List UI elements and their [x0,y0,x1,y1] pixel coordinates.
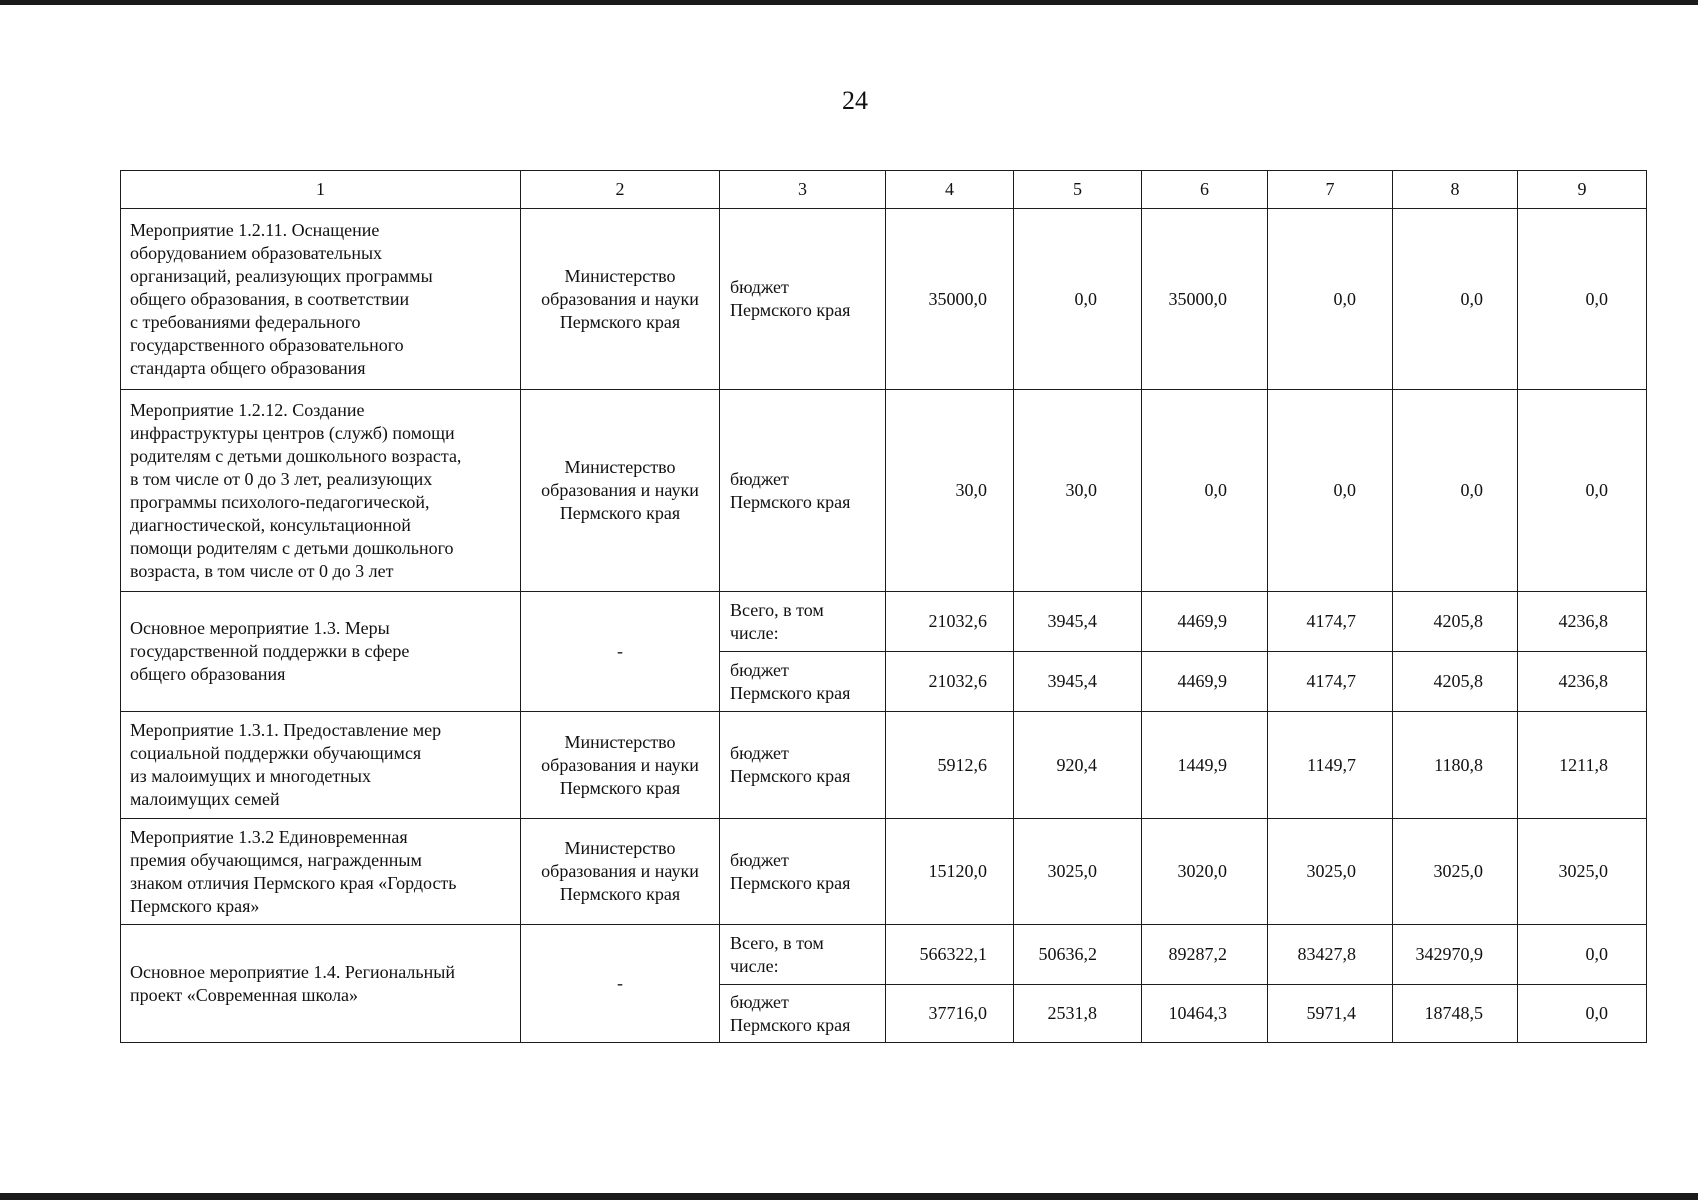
value-cell-col9: 0,0 [1518,925,1647,985]
activity-name-cell [121,209,521,390]
executor-line: Пермского края [559,311,681,332]
activity-name-line: Мероприятие 1.3.2 Единовременная [130,826,408,847]
activity-name-cell [121,592,521,712]
value-cell-col9: 0,0 [1518,390,1647,592]
value-cell-col9: 0,0 [1518,209,1647,390]
table-row [121,592,1647,652]
value-cell-col6: 4469,9 [1142,592,1268,652]
activity-name-line: стандарта общего образования [130,357,366,378]
executor-line: Пермского края [559,777,681,798]
executor-line: образования и науки [541,754,699,775]
value-cell-col5: 30,0 [1014,390,1142,592]
funding-source-cell [720,390,886,592]
activity-name-line: Пермского края» [130,895,260,916]
value-cell-col6: 89287,2 [1142,925,1268,985]
activity-name-line: общего образования, в соответствии [130,288,410,309]
budget-table [120,170,1647,1043]
funding-source-line: Пермского края [730,766,851,786]
executor-line: образования и науки [541,288,699,309]
activity-name-line: государственного образовательного [130,334,404,355]
activity-name-line: из малоимущих и многодетных [130,766,371,786]
activity-name-line: социальной поддержки обучающимся [130,743,422,763]
activity-name-line: с требованиями федерального [130,311,361,332]
scan-edge-top [0,0,1698,5]
table-row [121,209,1647,390]
funding-source-line: Пермского края [730,300,851,320]
executor-cell [521,209,720,390]
funding-source-cell [720,985,886,1043]
value-cell-col6: 0,0 [1142,390,1268,592]
value-cell-col8: 4205,8 [1393,652,1518,712]
activity-name-line: оборудованием образовательных [130,242,383,263]
value-cell-col4: 37716,0 [886,985,1014,1043]
table-row [121,819,1647,925]
value-cell-col4: 21032,6 [886,592,1014,652]
activity-name-line: организаций, реализующих программы [130,265,433,286]
value-cell-col4: 15120,0 [886,819,1014,925]
value-cell-col9: 4236,8 [1518,652,1647,712]
value-cell-col5: 0,0 [1014,209,1142,390]
value-cell-col9: 1211,8 [1518,712,1647,819]
activity-name-cell [121,925,521,1043]
value-cell-col4: 21032,6 [886,652,1014,712]
funding-source-line: Пермского края [730,491,851,512]
activity-name-line: знаком отличия Пермского края «Гордость [130,872,457,893]
value-cell-col5: 3945,4 [1014,592,1142,652]
funding-source-line: бюджет [730,991,789,1012]
column-header-3: 3 [720,171,886,209]
header-row [121,171,1647,209]
activity-name-line: общего образования [130,664,286,684]
column-header-4: 4 [886,171,1014,209]
value-cell-col6: 35000,0 [1142,209,1268,390]
scan-edge-bottom [0,1193,1698,1200]
value-cell-col7: 4174,7 [1268,592,1393,652]
value-cell-col5: 3025,0 [1014,819,1142,925]
executor-line: Пермского края [559,884,681,904]
value-cell-col7: 5971,4 [1268,985,1393,1043]
funding-source-line: числе: [730,622,779,643]
value-cell-col7: 1149,7 [1268,712,1393,819]
activity-name-line: возраста, в том числе от 0 до 3 лет [130,560,394,581]
value-cell-col9: 4236,8 [1518,592,1647,652]
value-cell-col5: 920,4 [1014,712,1142,819]
value-cell-col6: 3020,0 [1142,819,1268,925]
activity-name-line: Мероприятие 1.2.12. Создание [130,399,365,420]
executor-line: образования и науки [541,861,699,881]
activity-name-line: инфраструктуры центров (служб) помощи [130,422,455,443]
funding-source-line: Всего, в том [730,932,824,953]
value-cell-col7: 0,0 [1268,209,1393,390]
funding-source-cell [720,209,886,390]
value-cell-col8: 1180,8 [1393,712,1518,819]
funding-source-cell [720,819,886,925]
funding-source-cell [720,925,886,985]
executor-line: образования и науки [541,480,699,500]
value-cell-col8: 4205,8 [1393,592,1518,652]
funding-source-line: бюджет [730,849,789,870]
column-header-6: 6 [1142,171,1268,209]
value-cell-col4: 5912,6 [886,712,1014,819]
executor-cell [521,712,720,819]
activity-name-line: Мероприятие 1.3.1. Предоставление мер [130,720,442,740]
value-cell-col9: 0,0 [1518,985,1647,1043]
value-cell-col5: 2531,8 [1014,985,1142,1043]
activity-name-cell [121,390,521,592]
column-header-5: 5 [1014,171,1142,209]
value-cell-col8: 342970,9 [1393,925,1518,985]
funding-source-line: бюджет [730,659,789,680]
activity-name-cell [121,712,521,819]
funding-source-line: Пермского края [730,682,851,703]
value-cell-col5: 50636,2 [1014,925,1142,985]
page-number: 24 [842,86,868,115]
funding-source-line: Пермского края [730,872,851,893]
executor-line: Пермского края [559,503,681,523]
funding-source-cell [720,592,886,652]
activity-name-line: Мероприятие 1.2.11. Оснащение [130,219,380,240]
executor-cell [521,390,720,592]
activity-name-line: государственной поддержки в сфере [130,641,410,661]
activity-name-line: Основное мероприятие 1.3. Меры [130,618,390,638]
column-header-8: 8 [1393,171,1518,209]
value-cell-col8: 18748,5 [1393,985,1518,1043]
funding-source-cell [720,652,886,712]
executor-cell: - [521,925,720,1043]
funding-source-line: Всего, в том [730,599,824,620]
value-cell-col4: 35000,0 [886,209,1014,390]
executor-line: Министерство [564,265,676,286]
executor-line: Министерство [564,731,676,752]
funding-source-line: бюджет [730,277,789,297]
funding-source-line: числе: [730,955,779,976]
funding-source-line: бюджет [730,743,789,763]
activity-name-line: проект «Современная школа» [130,984,359,1005]
column-header-1: 1 [121,171,521,209]
value-cell-col8: 0,0 [1393,209,1518,390]
column-header-9: 9 [1518,171,1647,209]
funding-source-line: бюджет [730,468,789,489]
value-cell-col6: 10464,3 [1142,985,1268,1043]
column-header-7: 7 [1268,171,1393,209]
activity-name-line: помощи родителям с детьми дошкольного [130,537,454,558]
value-cell-col7: 0,0 [1268,390,1393,592]
column-header-2: 2 [521,171,720,209]
value-cell-col7: 3025,0 [1268,819,1393,925]
value-cell-col4: 566322,1 [886,925,1014,985]
funding-source-cell [720,712,886,819]
activity-name-line: Основное мероприятие 1.4. Региональный [130,961,455,982]
value-cell-col4: 30,0 [886,390,1014,592]
funding-source-line: Пермского края [730,1014,851,1035]
executor-line: Министерство [564,457,676,477]
activity-name-line: программы психолого-педагогической, [130,491,430,512]
activity-name-line: премия обучающимся, награжденным [130,849,422,870]
value-cell-col5: 3945,4 [1014,652,1142,712]
value-cell-col9: 3025,0 [1518,819,1647,925]
value-cell-col7: 4174,7 [1268,652,1393,712]
activity-name-line: малоимущих семей [130,789,280,809]
activity-name-line: диагностической, консультационной [130,514,411,535]
activity-name-line: в том числе от 0 до 3 лет, реализующих [130,468,433,489]
executor-line: Министерство [564,838,676,858]
activity-name-line: родителям с детьми дошкольного возраста, [130,445,462,466]
value-cell-col6: 1449,9 [1142,712,1268,819]
value-cell-col7: 83427,8 [1268,925,1393,985]
activity-name-cell [121,819,521,925]
value-cell-col8: 0,0 [1393,390,1518,592]
executor-cell: - [521,592,720,712]
table-row [121,925,1647,985]
table-row [121,390,1647,592]
table-row [121,712,1647,819]
value-cell-col8: 3025,0 [1393,819,1518,925]
value-cell-col6: 4469,9 [1142,652,1268,712]
executor-cell [521,819,720,925]
